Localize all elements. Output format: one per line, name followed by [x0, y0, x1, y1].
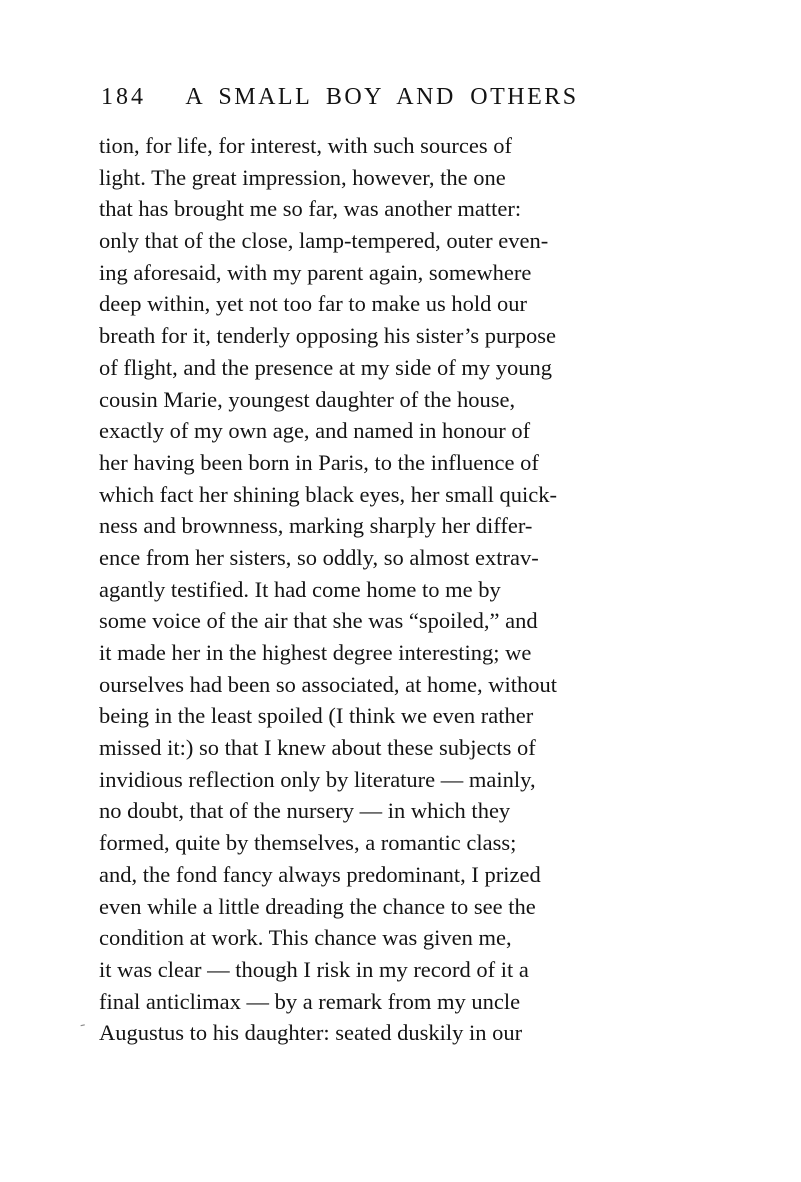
text-line: final anticlimax — by a remark from my uncle — [99, 988, 521, 1014]
text-line: light. The great impression, however, the one — [99, 164, 506, 190]
text-line: that has brought me so far, was another matter: — [99, 196, 522, 222]
text-line: agantly testified. It had come home to me by — [99, 576, 501, 602]
text-line: only that of the close, lamp-tempered, outer even- — [99, 228, 549, 254]
text-line: deep within, yet not too far to make us hold our — [99, 291, 528, 317]
text-line: even while a little dreading the chance to see the — [99, 893, 536, 919]
text-line: ing aforesaid, with my parent again, somewhere — [99, 259, 532, 285]
text-line: and, the fond fancy always predominant, I prized — [99, 861, 541, 887]
text-line: missed it:) so that I knew about these subjects of — [99, 735, 536, 761]
text-line: which fact her shining black eyes, her small quick- — [99, 481, 557, 507]
text-line: some voice of the air that she was “spoiled,” and — [99, 608, 538, 634]
text-line: invidious reflection only by literature — mainly, — [99, 766, 536, 792]
text-line: Augustus to his daughter: seated duskily in our — [99, 1020, 523, 1046]
text-line: it was clear — though I risk in my record of it a — [99, 956, 529, 982]
running-header — [99, 84, 665, 114]
text-line: formed, quite by themselves, a romantic class; — [99, 830, 517, 856]
text-line: it made her in the highest degree interesting; we — [99, 640, 532, 665]
text-line: of flight, and the presence at my side of my young — [99, 354, 553, 380]
text-line: ourselves had been so associated, at home, without — [99, 671, 558, 697]
margin-stray-mark: - — [78, 1015, 87, 1034]
body-text-block — [99, 130, 665, 1049]
text-line: ence from her sisters, so oddly, so almost extrav- — [99, 544, 539, 570]
text-line: no doubt, that of the nursery — in which they — [99, 798, 511, 824]
text-line: tion, for life, for interest, with such sources of — [99, 133, 513, 158]
text-line: being in the least spoiled (I think we even rather — [99, 703, 534, 729]
text-line: breath for it, tenderly opposing his sister’s purpose — [99, 323, 557, 349]
text-line: ness and brownness, marking sharply her differ- — [99, 513, 533, 539]
text-line: cousin Marie, youngest daughter of the house, — [99, 386, 516, 412]
text-line: condition at work. This chance was given me, — [99, 925, 512, 951]
page-number: 184 — [101, 84, 146, 110]
running-title: A SMALL BOY AND OTHERS — [185, 84, 579, 110]
text-line: her having been born in Paris, to the influence of — [99, 449, 539, 475]
text-line: exactly of my own age, and named in honour of — [99, 418, 531, 444]
